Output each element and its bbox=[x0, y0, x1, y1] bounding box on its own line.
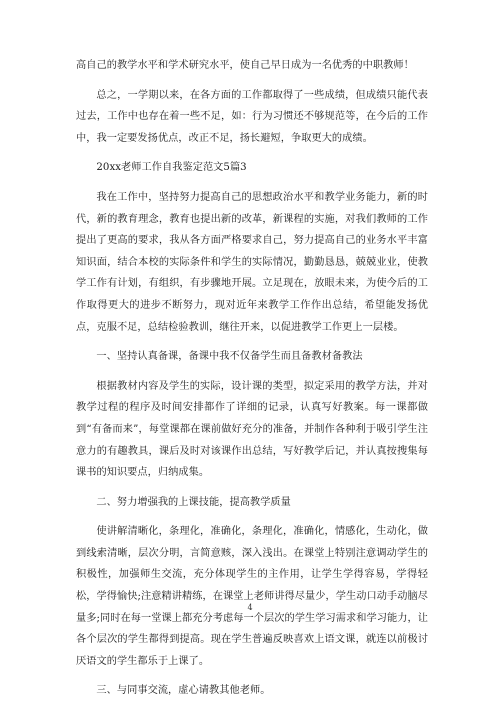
paragraph-lesson-prep: 根据教材内容及学生的实际，设计课的类型，拟定采用的教学方法，并对教学过程的程序及时间安排都作了详细的记录，认真写好教案。每一课都做到“有备而来”，每堂课都在课前做好充分的准备，并制作各种利于吸引学生注意力的有趣教具，课后及时对该课作出总结，写好教学后记，并认真按搜集每课书的知识要点，归纳成集。 bbox=[76, 380, 428, 479]
section-title: 20xx老师工作自我鉴定范文5篇3 bbox=[96, 162, 247, 174]
page-number: 4 bbox=[247, 603, 253, 612]
heading-one: 一、坚持认真备课，备课中我不仅备学生而且备教材备教法 bbox=[96, 351, 363, 363]
paragraph-summary: 总之，一学期以来，在各方面的工作都取得了一些成绩，但成绩只能代表过去，工作中也存在着一些不足，如：行为习惯还不够规范等，在今后的工作中，我一定要发扬优点，改正不足，扬长避短，争取更大的成绩。 bbox=[76, 89, 428, 144]
heading-two: 二、努力增强我的上课技能，提高教学质量 bbox=[96, 496, 291, 508]
paragraph-continuation: 高自己的教学水平和学术研究水平，使自己早日成为一名优秀的中职教师！ bbox=[76, 60, 414, 71]
paragraph-intro: 我在工作中，坚持努力提高自己的思想政治水平和教学业务能力，新的时代，新的教育理念，教育也提出新的改革，新课程的实施，对我们教师的工作提出了更高的要求，我从各方面严格要求自己，努力提高自己的业务水平丰富知识面，结合本校的实际条件和学生的实际情况，勤勤恳恳，兢兢业业，使教学工作有计划，有组织，有步骤地开展。立足现在，放眼未来，为使今后的工作取得更大的进步不断努力，现对近年来教学工作作出总结，希望能发扬优点，克服不足，总结检验教训，继往开来，以促进教学工作更上一层楼。 bbox=[76, 191, 428, 333]
paragraph-teaching-skills: 使讲解清晰化，条理化，准确化，条理化，准确化，情感化，生动化，做到线索清晰，层次分明，言简意赅，深入浅出。在课堂上特别注意调动学生的积极性，加强师生交流，充分体现学生的主作用，让学生学得容易，学得轻松，学得愉快;注意精讲精练，在课堂上老师讲得尽量少，学生动口动手动脑尽量多;同时在每一堂课上都充分考虑每一个层次的学生学习需求和学习能力，让各个层次的学生都得到提高。现在学生普遍反映喜欢上语文课，就连以前极讨厌语文的学生都乐于上课了。 bbox=[76, 526, 428, 667]
heading-three: 三、与同事交流，虚心请教其他老师。 bbox=[96, 685, 271, 697]
